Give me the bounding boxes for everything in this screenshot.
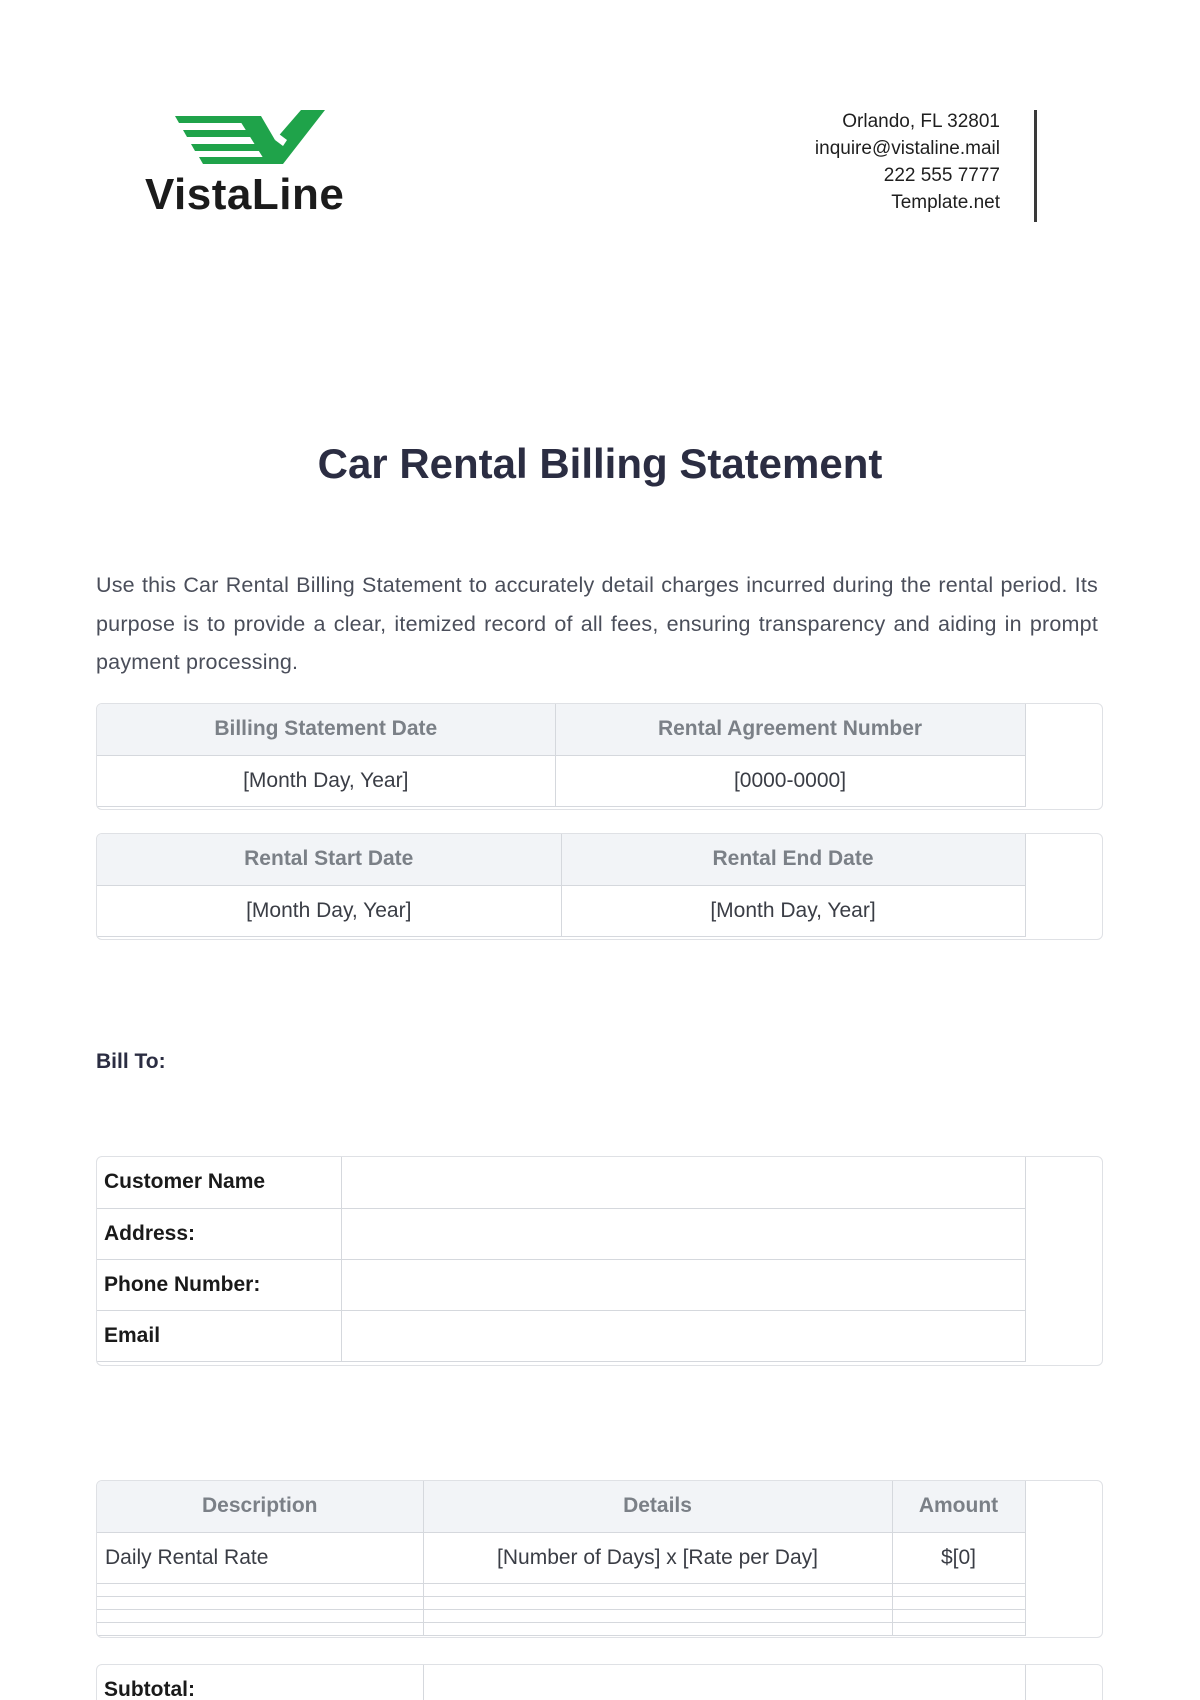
phone-number-field[interactable]: [341, 1259, 1025, 1310]
totals-table: [96, 1664, 1103, 1700]
empty-cell[interactable]: [423, 1596, 892, 1609]
table-row: [97, 1596, 1025, 1609]
rental-agreement-number-value[interactable]: [0000-0000]: [555, 755, 1025, 806]
charges-table: [96, 1480, 1103, 1638]
header-billing-statement-date: Billing Statement Date: [97, 704, 555, 755]
table-row: [97, 1208, 1025, 1259]
empty-cell[interactable]: [423, 1622, 892, 1635]
table-row: [97, 1609, 1025, 1622]
empty-cell[interactable]: [892, 1609, 1025, 1622]
charge-amount[interactable]: $[0]: [892, 1532, 1025, 1583]
empty-cell[interactable]: [97, 1596, 423, 1609]
header-rental-agreement-number: Rental Agreement Number: [555, 704, 1025, 755]
charge-details[interactable]: [Number of Days] x [Rate per Day]: [423, 1532, 892, 1583]
intro-paragraph: Use this Car Rental Billing Statement to accurately detail charges incurred during the rental period. Its purpose is to provide a clear, itemized record of all fees, ensuring transparency and aiding in prompt payment processing.: [96, 573, 1098, 674]
empty-cell[interactable]: [892, 1622, 1025, 1635]
header-amount: Amount: [892, 1481, 1025, 1532]
empty-cell[interactable]: [423, 1583, 892, 1596]
table-row: [97, 1665, 1025, 1700]
empty-cell[interactable]: [892, 1583, 1025, 1596]
empty-cell[interactable]: [892, 1596, 1025, 1609]
document-header: [0, 0, 1200, 240]
customer-name-field[interactable]: [341, 1157, 1025, 1208]
header-rental-end-date: Rental End Date: [561, 834, 1025, 885]
table-row: [97, 1259, 1025, 1310]
phone-number-label: Phone Number:: [97, 1259, 341, 1310]
header-rental-start-date: Rental Start Date: [97, 834, 561, 885]
empty-cell[interactable]: [97, 1583, 423, 1596]
empty-cell[interactable]: [423, 1609, 892, 1622]
brand-logo: [145, 110, 365, 225]
bill-to-table: [96, 1156, 1103, 1366]
brand-name: VistaLine: [145, 170, 345, 219]
bill-to-heading: Bill To:: [96, 1050, 166, 1073]
contact-block: [815, 108, 1000, 216]
empty-cell[interactable]: [97, 1609, 423, 1622]
document-title: Car Rental Billing Statement: [317, 440, 883, 487]
subtotal-value[interactable]: [423, 1665, 1025, 1700]
table-row: [97, 1310, 1025, 1361]
email-field[interactable]: [341, 1310, 1025, 1361]
table-row: [97, 1583, 1025, 1596]
rental-start-date-value[interactable]: [Month Day, Year]: [97, 885, 561, 936]
header-details: Details: [423, 1481, 892, 1532]
customer-name-label: Customer Name: [97, 1157, 341, 1208]
contact-address: Orlando, FL 32801: [842, 111, 1000, 132]
table-row: [97, 1157, 1025, 1208]
header-description: Description: [97, 1481, 423, 1532]
charge-description[interactable]: Daily Rental Rate: [97, 1532, 423, 1583]
table-row: [97, 1622, 1025, 1635]
address-field[interactable]: [341, 1208, 1025, 1259]
address-label: Address:: [97, 1208, 341, 1259]
email-label: Email: [97, 1310, 341, 1361]
statement-table: [96, 703, 1103, 810]
vistaline-logo-icon: [175, 110, 325, 168]
table-row: [97, 1532, 1025, 1583]
contact-divider: [1034, 110, 1037, 222]
rental-dates-table: [96, 833, 1103, 940]
empty-cell[interactable]: [97, 1622, 423, 1635]
billing-statement-date-value[interactable]: [Month Day, Year]: [97, 755, 555, 806]
contact-website[interactable]: Template.net: [891, 192, 1000, 213]
subtotal-label: Subtotal:: [97, 1665, 423, 1700]
contact-email[interactable]: inquire@vistaline.mail: [814, 138, 1000, 159]
contact-phone: 222 555 7777: [883, 165, 1000, 186]
rental-end-date-value[interactable]: [Month Day, Year]: [561, 885, 1025, 936]
